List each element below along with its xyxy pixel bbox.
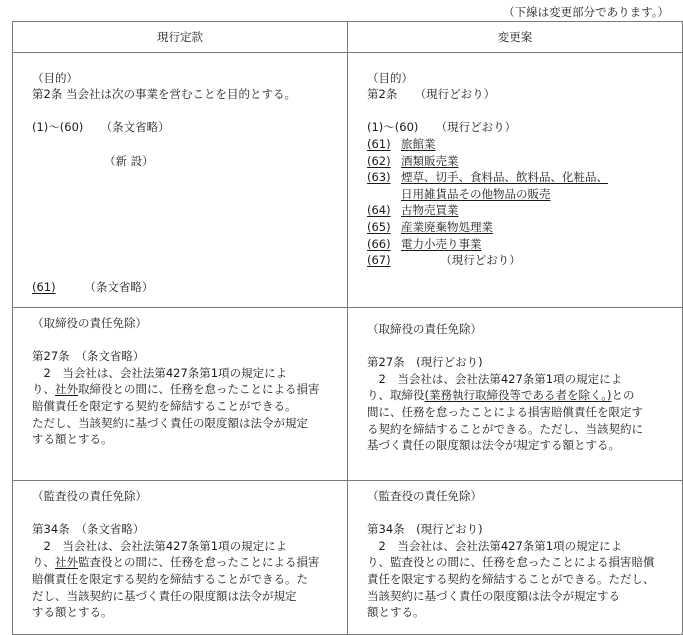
auditor-current-cell	[13, 481, 348, 635]
auditor-text-5: する額とする。	[32, 605, 113, 620]
new-item-64: (64) 古物売買業	[367, 203, 459, 218]
new-item-61: (61) 旅館業	[367, 136, 436, 151]
director-text-3: 間に、任務を怠ったことによる損害賠償責任を限定す	[367, 404, 643, 419]
auditor-article: 第34条 (現行どおり)	[367, 522, 483, 537]
director-text-2: り、取締役(業務執行取締役等である者を除く。)との	[367, 388, 635, 403]
director-text-1: 2 当会社は、会社法第427条第1項の規定によ	[367, 371, 623, 386]
director-text-1: 2 当会社は、会社法第427条第1項の規定によ	[32, 365, 288, 380]
director-article: 第27条 （条文省略）	[32, 349, 145, 364]
purpose-proposed-cell	[348, 53, 683, 308]
purpose-last-line: (67) （現行どおり）	[367, 253, 521, 268]
director-liability-row	[13, 308, 683, 481]
auditor-text-1: 2 当会社は、会社法第427条第1項の規定によ	[367, 538, 623, 553]
director-article: 第27条 (現行どおり)	[367, 355, 483, 370]
new-establish-label: （新 設）	[104, 153, 154, 168]
auditor-proposed-cell	[348, 481, 683, 635]
director-text-3: 賠償責任を限定する契約を締結することができる。	[32, 398, 297, 413]
director-heading: （取締役の責任免除）	[367, 322, 482, 336]
auditor-heading: （監査役の責任免除）	[32, 489, 147, 503]
purpose-heading: （目的）	[367, 70, 413, 85]
director-current-cell	[13, 308, 348, 481]
purpose-range-line	[32, 119, 343, 136]
new-item-62: (62) 酒類販売業	[367, 153, 459, 168]
articles-comparison-table	[12, 21, 683, 635]
new-item-66: (66) 電力小売り事業	[367, 236, 482, 251]
last-item-label: (61)	[32, 280, 56, 294]
range-label: (1)～(60)	[32, 120, 84, 135]
auditor-text-5: 額とする。	[367, 605, 425, 620]
purpose-row	[13, 53, 683, 308]
new-item-65: (65) 産業廃棄物処理業	[367, 219, 493, 234]
new-item-63-cont: 日用雑貨品その他物品の販売	[401, 186, 551, 201]
auditor-text-1: 2 当会社は、会社法第427条第1項の規定によ	[32, 538, 288, 553]
purpose-current-cell	[13, 53, 348, 308]
auditor-text-4: だし、当該契約に基づく責任の限度額は法令が規定	[32, 588, 297, 603]
director-text-5: 基づく責任の限度額は法令が規定する額とする。	[367, 438, 620, 453]
range-text: （条文省略）	[106, 120, 170, 135]
purpose-range-line: (1)～(60) （現行どおり）	[367, 120, 517, 135]
purpose-heading: （目的）	[32, 70, 78, 85]
director-text-4: ただし、当該契約に基づく責任の限度額は法令が規定	[32, 415, 308, 430]
director-text-5: する額とする。	[32, 432, 113, 447]
underline-note: （下線は変更部分であります。）	[503, 5, 669, 19]
purpose-article: 第2条 （現行どおり）	[367, 87, 496, 102]
director-proposed-cell	[348, 308, 683, 481]
auditor-text-3: 責任を限定する契約を締結することができる。ただし、	[367, 571, 655, 586]
auditor-article: 第34条 （条文省略）	[32, 522, 145, 537]
auditor-text-3: 賠償責任を限定する契約を締結することができる。た	[32, 571, 308, 586]
last-item-text: （条文省略）	[90, 280, 154, 294]
auditor-text-2: り、監査役との間に、任務を怠ったことによる損害賠償	[367, 555, 655, 570]
director-text-4: る契約を締結することができる。ただし、当該契約に	[367, 421, 643, 436]
auditor-heading: （監査役の責任免除）	[367, 489, 482, 503]
new-item-63: (63) 煙草、切手、食料品、飲料品、化粧品、	[367, 170, 608, 185]
auditor-text-2: り、社外監査役との間に、任務を怠ったことによる損害	[32, 555, 320, 570]
auditor-text-4: 当該契約に基づく責任の限度額は法令が規定する	[367, 588, 620, 603]
director-text-2: り、社外取締役との間に、任務を怠ったことによる損害	[32, 382, 320, 397]
header-current: 現行定款	[13, 22, 348, 53]
header-row	[13, 22, 683, 53]
purpose-article: 第2条 当会社は次の事業を営むことを目的とする。	[32, 87, 296, 102]
header-proposed: 変更案	[348, 22, 683, 53]
director-heading: （取締役の責任免除）	[32, 316, 147, 330]
purpose-last-line	[32, 279, 153, 296]
auditor-liability-row	[13, 481, 683, 635]
